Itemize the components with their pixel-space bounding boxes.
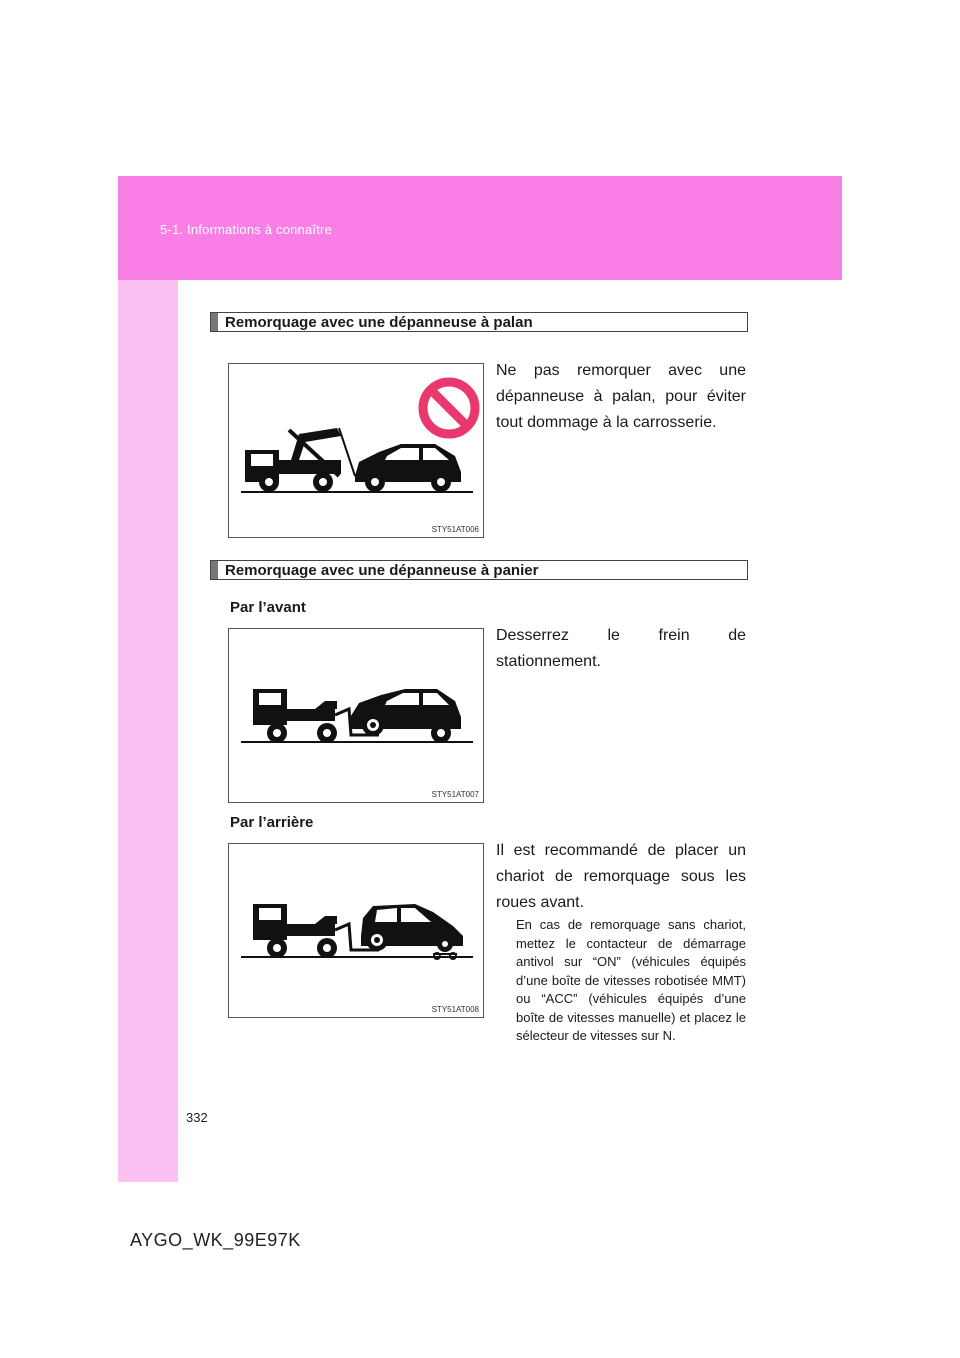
hoist-tow-illustration (229, 364, 483, 537)
rear-tow-illustration (229, 844, 483, 1017)
heading-title: Remorquage avec une dépanneuse à palan (225, 314, 533, 331)
figure-code: STY51AT006 (431, 525, 479, 534)
section-label: 5-1. Informations à connaître (160, 222, 333, 237)
tow-truck-icon (245, 428, 355, 492)
prohibition-icon (423, 382, 475, 434)
car-icon (361, 904, 463, 952)
page-number: 332 (186, 1110, 208, 1125)
subheading-front: Par l’avant (230, 599, 306, 616)
side-band (118, 280, 178, 1182)
figure-rear-tow (228, 843, 484, 1018)
paragraph-palan: Ne pas remorquer avec une dépanneuse à palan, pour éviter tout dommage à la carrosserie. (496, 362, 746, 431)
paragraph-front: Desserrez le frein de stationnement. (496, 627, 746, 670)
tow-truck-icon (253, 904, 379, 958)
car-icon (355, 444, 461, 492)
note-rear: En cas de remorquage sans chariot, mettez le contacteur de démarrage antivol sur “ON” (véhicules équipés d’une boîte de vitesses robotisée MMT) ou “ACC” (véhicules équipés d’une boîte de vitesses manuelle) et placez le sélecteur de vitesses sur N. (516, 917, 746, 1043)
front-tow-illustration (229, 629, 483, 802)
section-heading-panier (210, 560, 748, 580)
heading-bar (211, 313, 218, 331)
paragraph-rear: Il est recommandé de placer un chariot de remorquage sous les roues avant. (496, 842, 746, 911)
section-heading-palan (210, 312, 748, 332)
figure-code: STY51AT007 (431, 790, 479, 799)
subheading-rear: Par l’arrière (230, 814, 314, 831)
heading-title: Remorquage avec une dépanneuse à panier (225, 562, 539, 579)
heading-bar (211, 561, 218, 579)
figure-front-tow (228, 628, 484, 803)
figure-code: STY51AT008 (431, 1005, 479, 1014)
document-code: AYGO_WK_99E97K (130, 1230, 301, 1250)
figure-hoist-tow (228, 363, 484, 538)
